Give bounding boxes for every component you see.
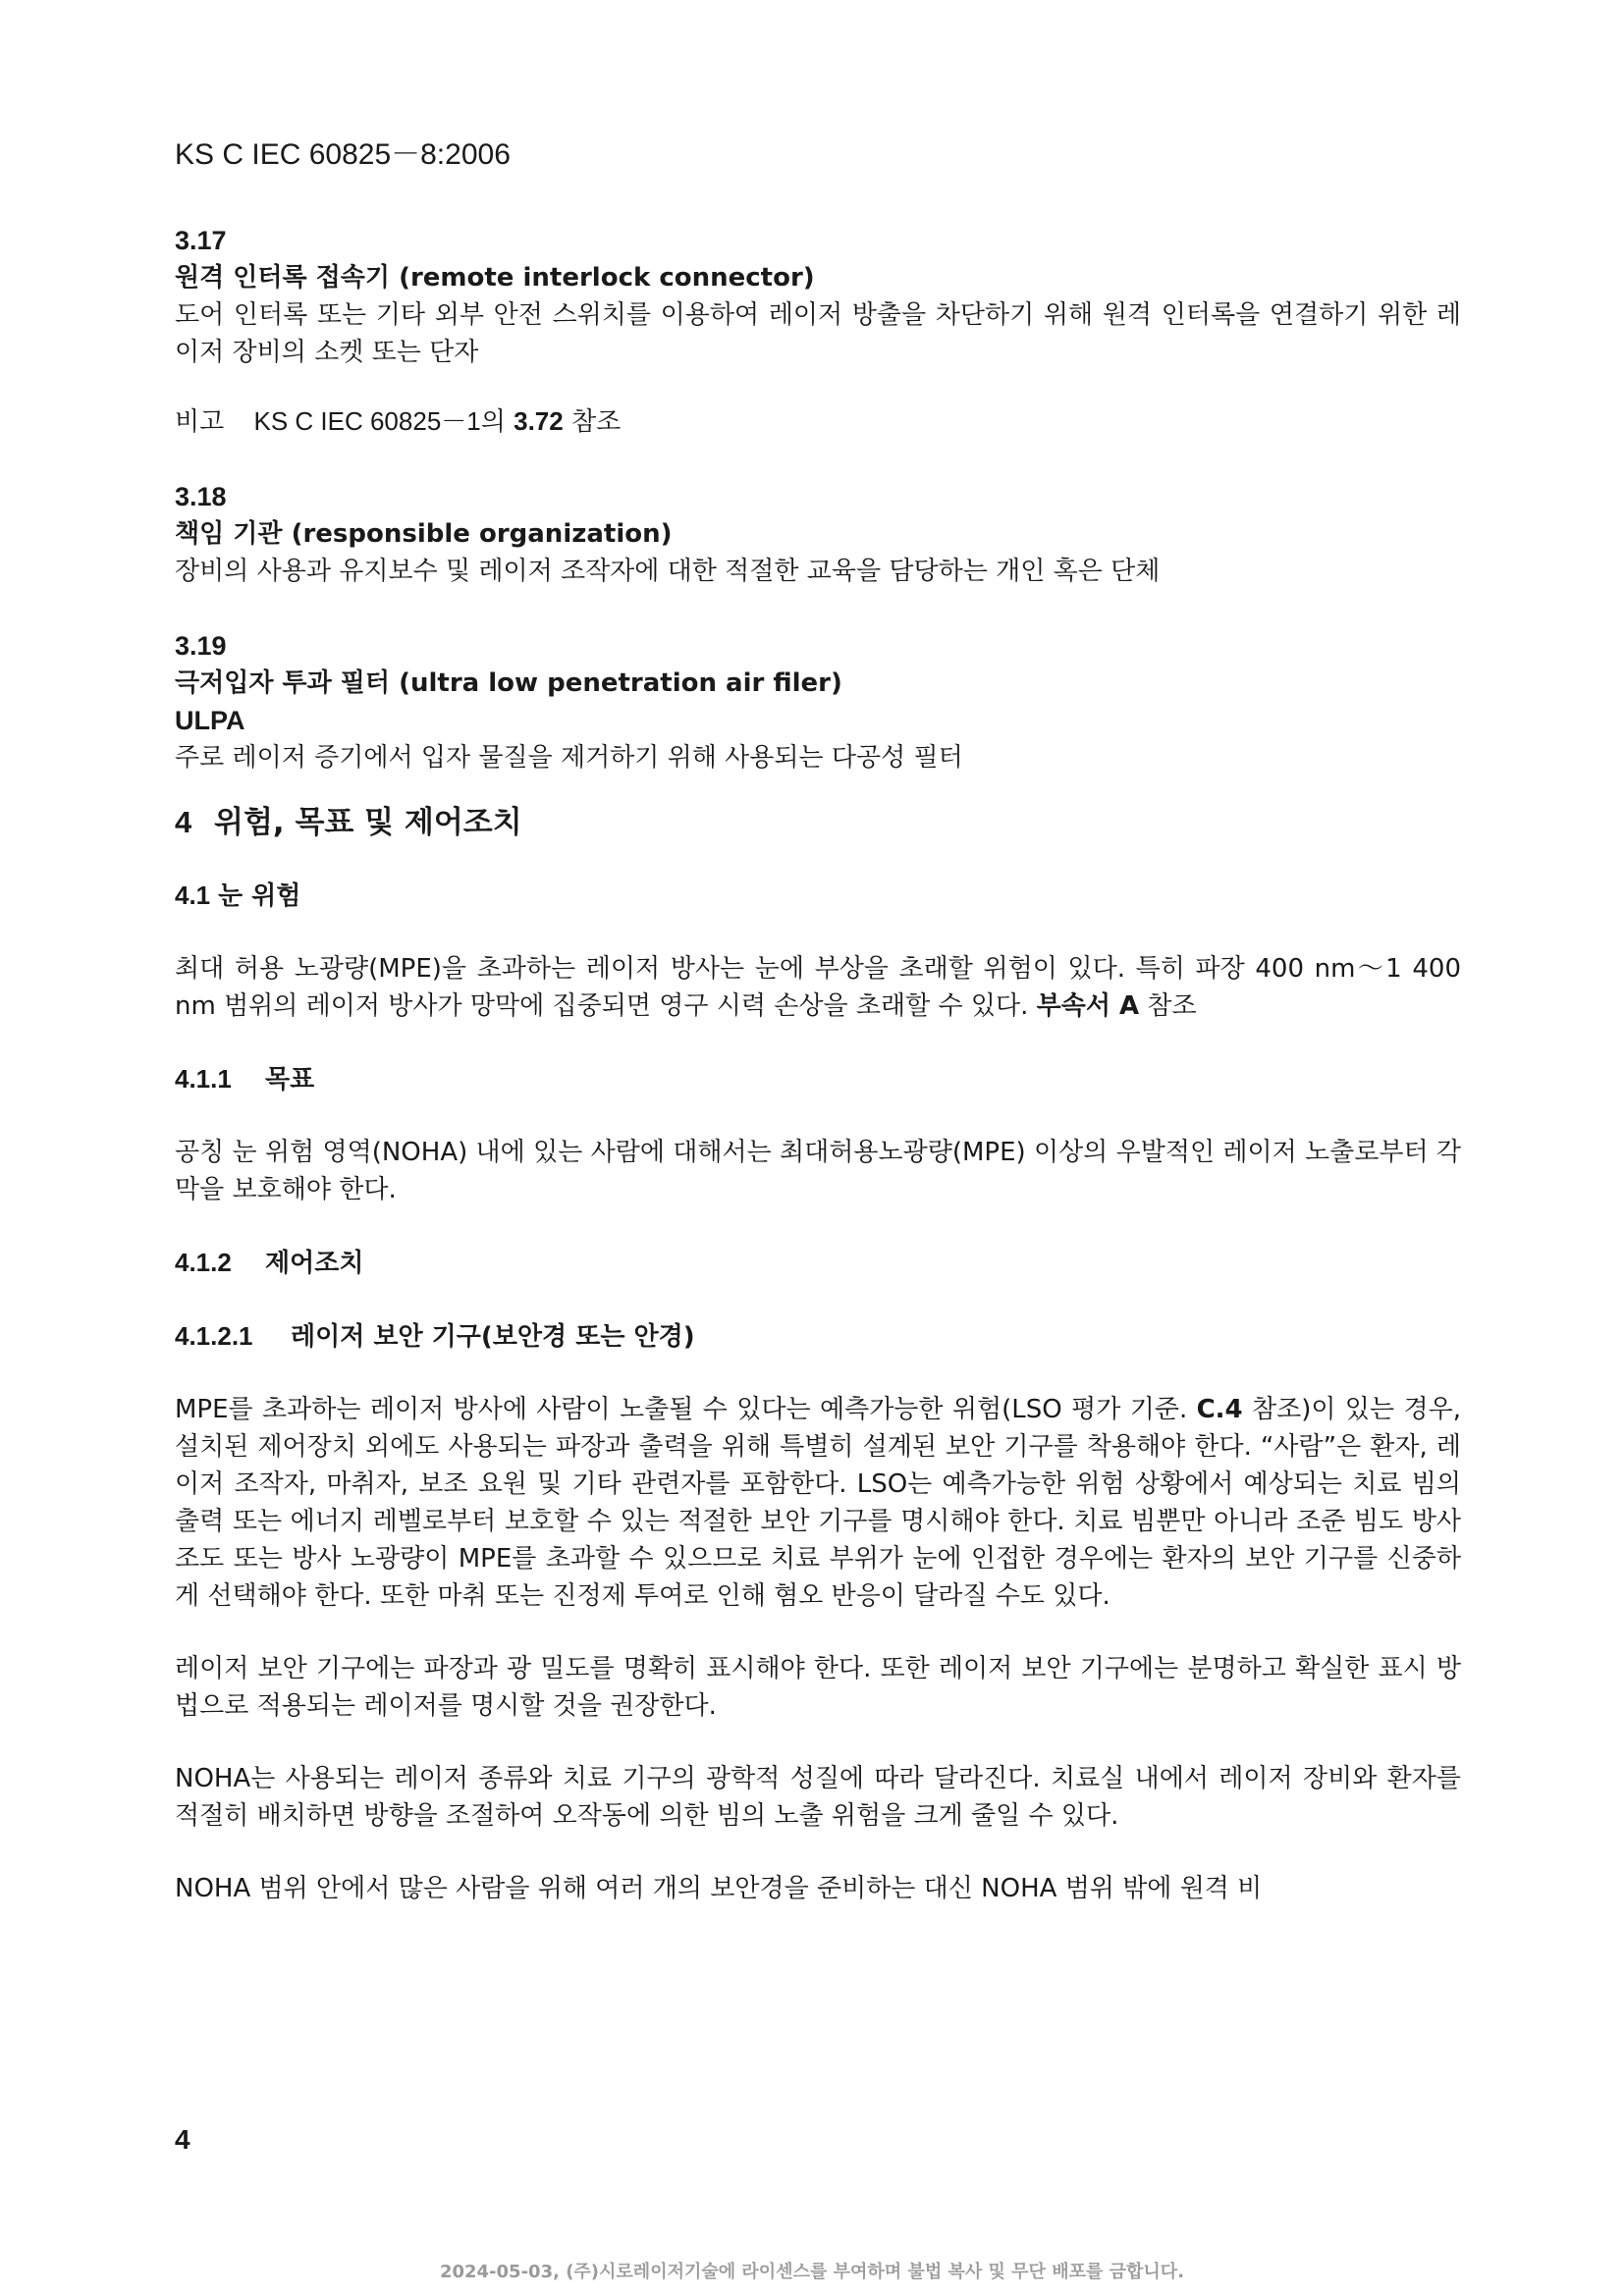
- section-4-1-1-heading: [175, 1060, 1461, 1098]
- note: [175, 402, 1461, 441]
- section-number: 4.1.2.1: [175, 1321, 253, 1351]
- section-4-1-1-paragraph: 공칭 눈 위험 영역(NOHA) 내에 있는 사람에 대해서는 최대허용노광량(MPE) 이상의 우발적인 레이저 노출로부터 각막을 보호해야 한다.: [175, 1138, 1461, 1204]
- note-suffix: 참조: [571, 407, 622, 437]
- term-title: 원격 인터록 접속기 (remote interlock connector): [175, 263, 815, 293]
- section-4-1-paragraph: [175, 950, 1461, 1025]
- section-title: 위험, 목표 및 제어조치: [214, 805, 522, 840]
- page-number: 4: [175, 2124, 190, 2155]
- note-text: KS C IEC 60825－1의: [253, 406, 506, 436]
- annex-ref: 부속서 A: [1036, 991, 1140, 1021]
- clause-ref: C.4: [1196, 1395, 1243, 1424]
- term-title: 극저입자 투과 필터 (ultra low penetration air filer): [175, 668, 842, 698]
- license-footer: 2024-05-03, (주)시로레이저기술에 라이센스를 부여하며 불법 복사 및 무단 배포를 금합니다.: [439, 2262, 1185, 2282]
- term-definition: 도어 인터록 또는 기타 외부 안전 스위치를 이용하여 레이저 방출을 차단하기 위해 원격 인터록을 연결하기 위한 레이저 장비의 소켓 또는 단자: [175, 300, 1461, 367]
- term-number: 3.17: [175, 226, 227, 255]
- section-4-1-heading: [175, 877, 1461, 915]
- paragraph-text: 최대 허용 노광량(MPE)을 초과하는 레이저 방사는 눈에 부상을 초래할 위험이 있다. 특히 파장 400 nm～1 400 nm 범위의 레이저 방사가 망막에 집중되면 영구 시력 손상을 초래할 수 있다.: [175, 954, 1461, 1021]
- section-4-1-2-1-paragraph-4: NOHA 범위 안에서 많은 사람을 위해 여러 개의 보안경을 준비하는 대신 NOHA 범위 밖에 원격 비: [175, 1874, 1263, 1903]
- paragraph-continuation: 참조)이 있는 경우, 설치된 제어장치 외에도 사용되는 파장과 출력을 위해 특별히 설계된 보안 기구를 착용해야 한다. “사람”은 환자, 레이저 조작자, 마취자, 보조 요원 및 기타 관련자를 포함한다. LSO는 예측가능한 위험 상황에서 예상되는 치료 빔의 출력 또는 에너지 레벨로부터 보호할 수 있는 적절한 보안 기구를 명시해야 한다. 치료 빔뿐만 아니라 조준 빔도 방사조도 또는 방사 노광량이 MPE를 초과할 수 있으므로 치료 부위가 눈에 인접한 경우에는 환자의 보안 기구를 신중하게 선택해야 한다. 또한 마취 또는 진정제 투여로 인해 혐오 반응이 달라질 수도 있다.: [175, 1395, 1461, 1611]
- paragraph-suffix: 참조: [1147, 991, 1197, 1021]
- note-label: 비고: [175, 407, 225, 437]
- section-4-1-2-heading: [175, 1244, 1461, 1282]
- term-3-18: [175, 478, 1461, 590]
- term-number: 3.19: [175, 631, 227, 661]
- section-4-1-2-1-paragraph-1: [175, 1391, 1461, 1615]
- term-definition: 주로 레이저 증기에서 입자 물질을 제거하기 위해 사용되는 다공성 필터: [175, 743, 963, 773]
- term-3-17: [175, 222, 1461, 371]
- term-3-19: [175, 627, 1461, 776]
- term-title: 책임 기관 (responsible organization): [175, 519, 673, 549]
- section-title: 눈 위험: [218, 881, 301, 911]
- section-4-heading: [175, 804, 1461, 841]
- section-title: 레이저 보안 기구(보안경 또는 안경): [291, 1322, 695, 1352]
- term-abbreviation: ULPA: [175, 706, 245, 735]
- section-title: 제어조치: [265, 1249, 364, 1278]
- section-number: 4.1.2: [175, 1248, 232, 1277]
- section-4-1-2-1-heading: [175, 1317, 1461, 1356]
- term-definition: 장비의 사용과 유지보수 및 레이저 조작자에 대한 적절한 교육을 담당하는 개인 혹은 단체: [175, 557, 1161, 586]
- paragraph-text: MPE를 초과하는 레이저 방사에 사람이 노출될 수 있다는 예측가능한 위험(LSO 평가 기준.: [175, 1395, 1188, 1424]
- section-number: 4.1.1: [175, 1064, 232, 1094]
- section-4-1-2-1-paragraph-2: 레이저 보안 기구에는 파장과 광 밀도를 명확히 표시해야 한다. 또한 레이저 보안 기구에는 분명하고 확실한 표시 방법으로 적용되는 레이저를 명시할 것을 권장한다.: [175, 1654, 1461, 1721]
- note-ref: 3.72: [514, 406, 564, 436]
- section-title: 목표: [265, 1065, 315, 1095]
- section-4-1-2-1-paragraph-3: NOHA는 사용되는 레이저 종류와 치료 기구의 광학적 성질에 따라 달라진다. 치료실 내에서 레이저 장비와 환자를 적절히 배치하면 방향을 조절하여 오작동에 의한 빔의 노출 위험을 크게 줄일 수 있다.: [175, 1764, 1461, 1831]
- section-number: 4: [175, 805, 192, 839]
- section-number: 4.1: [175, 881, 211, 910]
- page-content: [175, 135, 1461, 1907]
- standard-header: KS C IEC 60825－8:2006: [175, 138, 511, 171]
- term-number: 3.18: [175, 482, 227, 511]
